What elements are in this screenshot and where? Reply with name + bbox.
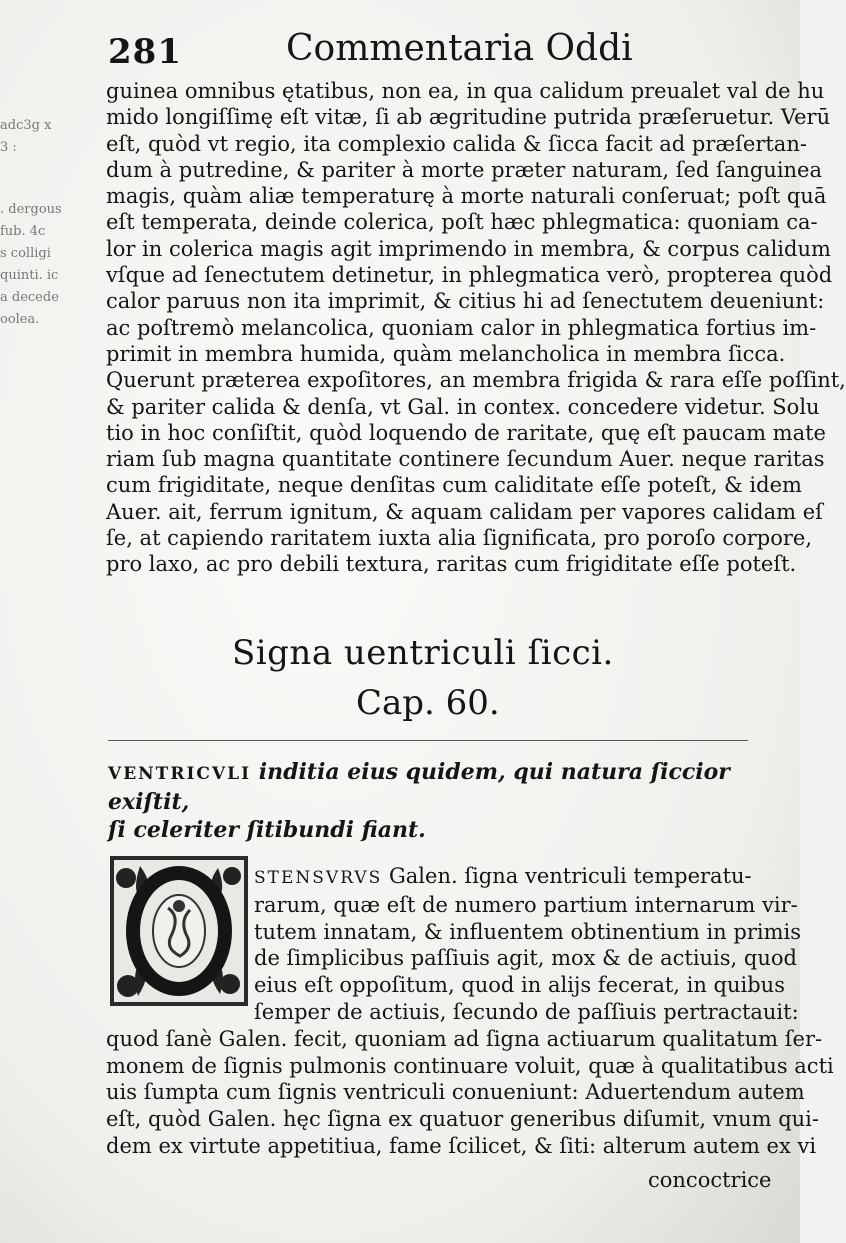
page-header bbox=[108, 28, 758, 76]
bleed-line: adc3g x bbox=[0, 118, 52, 133]
text-line: lor in colerica magis agit imprimendo in membra, & corpus calidum bbox=[106, 236, 831, 261]
text-line: primit in membra humida, quàm melancholica in membra ſicca. bbox=[106, 341, 786, 366]
chapter-summary bbox=[108, 758, 768, 844]
bleed-line: 3 : bbox=[0, 140, 17, 155]
text-line: magis, quàm aliæ temperaturę à morte naturali conſeruat; poſt quā bbox=[106, 184, 827, 209]
running-title: Commentaria Oddi bbox=[286, 28, 633, 69]
opening-caps: STENSVRVS bbox=[254, 868, 383, 888]
text-line: calor paruus non ita imprimit, & citius hi ad ſenectutem deueniunt: bbox=[106, 289, 825, 314]
text-line: Auer. ait, ferrum ignitum, & aquam calidam per vapores calidam eſ bbox=[106, 499, 823, 524]
text-line: eius eſt oppoſitum, quod in alijs fecerat, in quibus bbox=[254, 973, 785, 998]
text-line: eſt, quòd Galen. hęc ſigna ex quatuor generibus diſumit, vnum qui- bbox=[106, 1107, 819, 1132]
text-line: monem de ſignis pulmonis continuare voluit, quæ à qualitatibus acti bbox=[106, 1053, 834, 1078]
text-line: tutem innatam, & influentem obtinentium in primis bbox=[254, 919, 801, 944]
text-line: quod ſanè Galen. fecit, quoniam ad ſigna actiuarum qualitatum ſer- bbox=[106, 1026, 823, 1051]
bleed-line: . dergous bbox=[0, 202, 62, 217]
chapter-number: Cap. 60. bbox=[356, 683, 500, 723]
line-text: Galen. ſigna ventriculi temperatu- bbox=[389, 864, 752, 888]
text-line: ſe, at capiendo raritatem iuxta alia ſignificata, pro poroſo corpore, bbox=[106, 526, 813, 551]
bleed-line: oolea. bbox=[0, 312, 40, 327]
text-line: eſt temperata, deinde colerica, poſt hæc phlegmatica: quoniam ca- bbox=[106, 210, 818, 235]
text-line: de ſimplicibus paſſiuis agit, mox & de actiuis, quod bbox=[254, 946, 797, 971]
body-paragraph bbox=[106, 78, 846, 578]
summary-caps: VENTRICVLI bbox=[108, 764, 252, 784]
chapter-title: Signa uentriculi ſicci. bbox=[232, 633, 614, 673]
text-line: & pariter calida & denſa, vt Gal. in contex. concedere videtur. Solu bbox=[106, 394, 820, 419]
text-line bbox=[106, 863, 758, 892]
bleed-line: quinti. ic bbox=[0, 268, 59, 283]
text-line: riam ſub magna quantitate continere ſecundum Auer. neque raritas bbox=[106, 447, 825, 472]
text-line: pro laxo, ac pro debili textura, raritas cum frigiditate eſſe poteſt. bbox=[106, 552, 797, 577]
previous-page-bleed bbox=[0, 115, 95, 331]
page-number: 281 bbox=[108, 32, 182, 72]
text-line: ſemper de actiuis, ſecundo de paſſiuis pertractauit: bbox=[254, 999, 799, 1024]
text-line: Querunt præterea expoſitores, an membra frigida & rara eſſe poſſint, bbox=[106, 368, 846, 393]
text-line: dem ex virtute appetitiua, fame ſcilicet, & ſiti: alterum autem ex vi bbox=[106, 1133, 817, 1158]
text-line: uis ſumpta cum ſignis ventriculi conueniunt: Aduertendum autem bbox=[106, 1080, 805, 1105]
text-line: eſt, quòd vt regio, ita complexio calida & ſicca facit ad præſertan- bbox=[106, 131, 807, 156]
main-paragraph bbox=[106, 863, 834, 1160]
text-line: cum frigiditate, neque denſitas cum caliditate eſſe poteſt, & idem bbox=[106, 473, 802, 498]
text-line: guinea omnibus ętatibus, non ea, in qua calidum preualet val de hu bbox=[106, 79, 825, 103]
text-line: tio in hoc conſiſtit, quòd loquendo de raritate, quę eſt paucam mate bbox=[106, 420, 826, 445]
text-line: dum à putredine, & pariter à morte præter naturam, ſed ſanguinea bbox=[106, 157, 823, 182]
text-line: mido longiſſimę eſt vitæ, ſi ab ægritudine putrida præſeruetur. Verū bbox=[106, 105, 831, 130]
text-line: rarum, quæ eſt de numero partium internarum vir- bbox=[254, 892, 798, 917]
text-line: ac poſtremò melancolica, quoniam calor in phlegmatica fortius im- bbox=[106, 315, 817, 340]
bleed-line: s colligi bbox=[0, 246, 51, 261]
bleed-line: fub. 4c bbox=[0, 224, 46, 239]
summary-line: inditia eius quidem, qui natura ſiccior exiſtit, bbox=[108, 759, 730, 815]
divider bbox=[108, 740, 748, 741]
text-line: vſque ad ſenectutem detinetur, in phlegmatica verò, propterea quòd bbox=[106, 263, 833, 288]
bleed-line: a decede bbox=[0, 290, 59, 305]
catchword: concoctrice bbox=[648, 1168, 772, 1192]
summary-line: ſi celeriter ſitibundi fiant. bbox=[108, 817, 426, 843]
